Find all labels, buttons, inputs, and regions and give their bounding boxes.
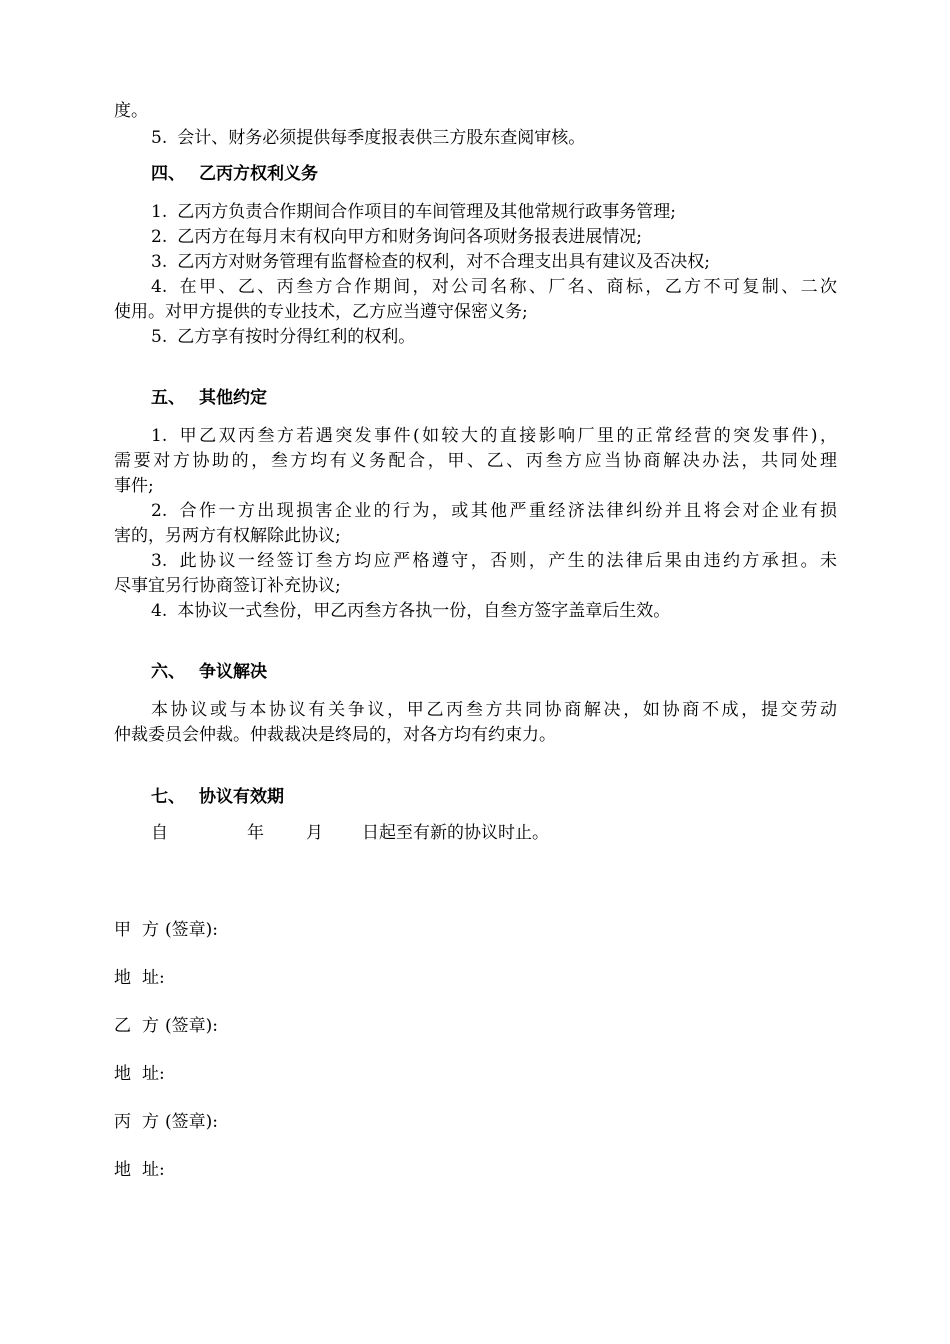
list-item-line xyxy=(151,499,837,523)
item-text: 尽事宜另行协商签订补充协议; xyxy=(114,576,341,596)
addr-char: 地 xyxy=(114,968,131,988)
item-number: 4. xyxy=(151,601,168,621)
list-item xyxy=(151,325,950,349)
sig-char: 方 xyxy=(142,1016,159,1036)
paragraph-line xyxy=(151,698,837,722)
item-text: 事件; xyxy=(114,476,154,496)
list-item-line xyxy=(114,524,950,548)
section-title: 协议有效期 xyxy=(199,787,284,807)
item-number: 3. xyxy=(151,551,168,571)
section-heading xyxy=(151,785,950,809)
addr-label: 址: xyxy=(142,1160,165,1180)
paragraph-continuation xyxy=(114,99,950,123)
address-party-c xyxy=(114,1158,950,1182)
address-party-b xyxy=(114,1062,950,1086)
item-number: 1. xyxy=(151,426,168,446)
item-text: 乙方享有按时分得红利的权利。 xyxy=(177,327,416,347)
validity-from: 自 xyxy=(151,823,168,843)
validity-year: 年 xyxy=(247,823,264,843)
item-number: 5. xyxy=(151,327,168,347)
item-text: 本协议一式叁份，甲乙丙叁方各执一份，自叁方签字盖章后生效。 xyxy=(177,601,671,621)
list-item-line xyxy=(114,300,950,324)
section-title: 乙丙方权利义务 xyxy=(199,164,318,184)
addr-char: 地 xyxy=(114,1064,131,1084)
section-heading xyxy=(151,660,950,684)
sig-label: (签章): xyxy=(165,1112,218,1132)
addr-label: 址: xyxy=(142,968,165,988)
item-text: 会计、财务必须提供每季度报表供三方股东查阅审核。 xyxy=(177,128,586,148)
sig-char: 甲 xyxy=(114,920,131,940)
paragraph-line xyxy=(114,723,950,747)
addr-char: 地 xyxy=(114,1160,131,1180)
signature-party-a xyxy=(114,918,950,942)
signature-party-b xyxy=(114,1014,950,1038)
continuation-text: 度。 xyxy=(114,101,148,121)
item-number: 2. xyxy=(151,501,168,521)
section-title: 其他约定 xyxy=(199,388,267,408)
signature-party-c xyxy=(114,1110,950,1134)
item-number: 4. xyxy=(151,277,168,297)
item-text: 害的，另两方有权解除此协议; xyxy=(114,526,341,546)
section-number: 五、 xyxy=(151,388,185,408)
list-item-line xyxy=(151,549,837,573)
item-text: 在甲、乙、丙叁方合作期间，对公司名称、厂名、商标，乙方不可复制、二次 xyxy=(177,277,837,297)
sig-label: (签章): xyxy=(165,920,218,940)
sig-label: (签章): xyxy=(165,1016,218,1036)
list-item xyxy=(151,126,950,150)
item-text: 需要对方协助的，叁方均有义务配合，甲、乙、丙叁方应当协商解决办法，共同处理 xyxy=(114,451,837,471)
validity-month: 月 xyxy=(306,823,323,843)
section-heading xyxy=(151,386,950,410)
item-text: 乙丙方在每月末有权向甲方和财务询问各项财务报表进展情况; xyxy=(177,227,642,247)
list-item xyxy=(151,225,950,249)
sig-char: 方 xyxy=(142,1112,159,1132)
item-text: 此协议一经签订叁方均应严格遵守，否则，产生的法律后果由违约方承担。未 xyxy=(177,551,837,571)
section-number: 四、 xyxy=(151,164,185,184)
validity-rest: 日起至有新的协议时止。 xyxy=(362,823,549,843)
paragraph-text: 本协议或与本协议有关争议，甲乙丙叁方共同协商解决，如协商不成，提交劳动 xyxy=(151,700,837,720)
section-number: 六、 xyxy=(151,662,185,682)
sig-char: 方 xyxy=(142,920,159,940)
addr-label: 址: xyxy=(142,1064,165,1084)
paragraph-text: 仲裁委员会仲裁。仲裁裁决是终局的，对各方均有约束力。 xyxy=(114,725,556,745)
item-text: 使用。对甲方提供的专业技术，乙方应当遵守保密义务; xyxy=(114,302,528,322)
item-number: 3. xyxy=(151,252,168,272)
list-item-line xyxy=(151,275,837,299)
section-title: 争议解决 xyxy=(199,662,267,682)
validity-line xyxy=(151,821,950,845)
item-text: 乙丙方对财务管理有监督检查的权利，对不合理支出具有建议及否决权; xyxy=(177,252,710,272)
list-item xyxy=(151,599,950,623)
sig-char: 乙 xyxy=(114,1016,131,1036)
item-number: 5. xyxy=(151,128,168,148)
list-item-line xyxy=(114,574,950,598)
list-item-line xyxy=(114,449,837,473)
sig-char: 丙 xyxy=(114,1112,131,1132)
list-item xyxy=(151,200,950,224)
list-item-line xyxy=(114,474,950,498)
section-number: 七、 xyxy=(151,787,185,807)
item-number: 2. xyxy=(151,227,168,247)
address-party-a xyxy=(114,966,950,990)
section-heading xyxy=(151,162,950,186)
list-item xyxy=(151,250,950,274)
item-text: 甲乙双丙叁方若遇突发事件(如较大的直接影响厂里的正常经营的突发事件)， xyxy=(177,426,837,446)
list-item-line xyxy=(151,424,837,448)
item-text: 合作一方出现损害企业的行为，或其他严重经济法律纠纷并且将会对企业有损 xyxy=(177,501,837,521)
item-number: 1. xyxy=(151,202,168,222)
item-text: 乙丙方负责合作期间合作项目的车间管理及其他常规行政事务管理; xyxy=(177,202,676,222)
